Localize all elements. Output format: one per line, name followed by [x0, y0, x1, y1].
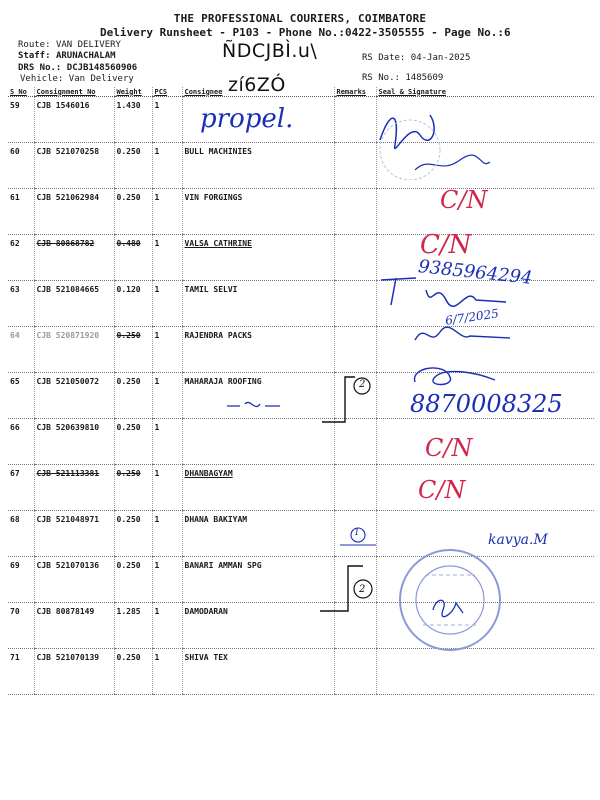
- signature-row66: [405, 362, 505, 392]
- row-consignee: MAHARAJA ROOFING: [182, 373, 334, 419]
- row-consignment-no: CJB 521048971: [34, 511, 114, 557]
- route-value: VAN DELIVERY: [55, 40, 121, 50]
- row-sno: 67: [8, 465, 34, 511]
- row-sno: 69: [8, 557, 34, 603]
- signature-row63: [376, 270, 526, 310]
- route-line: [18, 40, 121, 50]
- handwritten-phone-row63: 9385964294: [417, 256, 534, 289]
- row-sno: 59: [8, 97, 34, 143]
- table-row: [8, 419, 594, 465]
- row-pcs: 1: [152, 97, 182, 143]
- row-remarks: [334, 465, 376, 511]
- row-pcs: 1: [152, 649, 182, 695]
- row-weight: 0.250: [114, 557, 152, 603]
- table-row: [8, 465, 594, 511]
- row-weight: 1.430: [114, 97, 152, 143]
- row-consignment-no: CJB 521070139: [34, 649, 114, 695]
- col-pcs: PCS: [152, 87, 182, 97]
- row-consignment-no: CJB 521050072: [34, 373, 114, 419]
- rs-no-value: 1485609: [405, 73, 444, 83]
- row-weight: 0.250: [114, 373, 152, 419]
- row-consignee: TAMIL SELVI: [182, 281, 334, 327]
- row-weight: 0.250: [114, 189, 152, 235]
- runsheet-subtitle: Delivery Runsheet - P103 - Phone No.:0422-3505555 - Page No.:6: [100, 26, 511, 39]
- rs-date-label: RS Date:: [362, 53, 406, 63]
- row-signature: [376, 419, 594, 465]
- handwritten-propel: propel.: [200, 104, 294, 134]
- col-sno: S No: [8, 87, 34, 97]
- drs-line: [18, 63, 137, 73]
- table-row: [8, 603, 594, 649]
- col-consignee: Consignee: [182, 87, 334, 97]
- row-remarks: [334, 235, 376, 281]
- row-consignee: RAJENDRA PACKS: [182, 327, 334, 373]
- row-pcs: 1: [152, 373, 182, 419]
- overlay-code-line2: zí6ZÓ: [228, 74, 286, 96]
- row-consignment-no: CJB 80868782: [34, 235, 114, 281]
- row-consignment-no: CJB 1546016: [34, 97, 114, 143]
- row-remarks: [334, 327, 376, 373]
- row-sno: 70: [8, 603, 34, 649]
- row-pcs: 1: [152, 143, 182, 189]
- col-weight: Weight: [114, 87, 152, 97]
- row-sno: 60: [8, 143, 34, 189]
- row-signature: [376, 465, 594, 511]
- row-weight: 0.120: [114, 281, 152, 327]
- row-sno: 62: [8, 235, 34, 281]
- handwritten-name-row69: kavya.M: [488, 532, 548, 548]
- row-consignment-no: CJB 521113381: [34, 465, 114, 511]
- row-remarks: [334, 189, 376, 235]
- table-row: [8, 189, 594, 235]
- row-sno: 66: [8, 419, 34, 465]
- row-pcs: 1: [152, 281, 182, 327]
- row-sno: 68: [8, 511, 34, 557]
- row-consignment-no: CJB 521070258: [34, 143, 114, 189]
- rs-no-label: RS No.:: [362, 73, 400, 83]
- row-weight: 0.250: [114, 143, 152, 189]
- row-consignee: SHIVA TEX: [182, 649, 334, 695]
- remarks-bracket-row66: [320, 372, 380, 427]
- table-row: [8, 649, 594, 695]
- row-consignee: VIN FORGINGS: [182, 189, 334, 235]
- row-pcs: 1: [152, 419, 182, 465]
- circled-number-row70: 2: [359, 584, 366, 595]
- row-consignee: DAMODARAN: [182, 603, 334, 649]
- row-weight: 0.250: [114, 327, 152, 373]
- overlay-code-line1: ÑDCJBÌ.u\: [222, 40, 318, 62]
- row-pcs: 1: [152, 189, 182, 235]
- col-consignment: Consignment No: [34, 87, 114, 97]
- col-seal-signature: Seal & Signature: [376, 87, 594, 97]
- row-pcs: 1: [152, 327, 182, 373]
- signature-row71: [428, 595, 468, 619]
- row-remarks: [334, 281, 376, 327]
- table-row: [8, 557, 594, 603]
- row-consignment-no: CJB 521084665: [34, 281, 114, 327]
- circled-number-row66: 2: [359, 379, 366, 390]
- vehicle-label: Vehicle:: [20, 74, 64, 84]
- staff-value: ARUNACHALAM: [55, 51, 116, 61]
- row-weight: 0.250: [114, 511, 152, 557]
- drs-label: DRS No.:: [18, 63, 62, 73]
- staff-label: Staff:: [18, 51, 51, 61]
- row-consignee: [182, 419, 334, 465]
- row-consignee: VALSA CATHRINE: [182, 235, 334, 281]
- handwritten-cn-row67: C/N: [425, 434, 473, 462]
- row-consignment-no: CJB 520639810: [34, 419, 114, 465]
- vehicle-line: [20, 74, 134, 84]
- table-header-row: [8, 87, 594, 97]
- row-pcs: 1: [152, 235, 182, 281]
- row-consignment-no: CJB 521070136: [34, 557, 114, 603]
- row-consignment-no: CJB 520871920: [34, 327, 114, 373]
- handwritten-note-row64: 6/7/2025: [444, 306, 500, 328]
- company-title: THE PROFESSIONAL COURIERS, COIMBATORE: [173, 12, 427, 25]
- handwritten-cn-row68: C/N: [418, 476, 466, 504]
- handwritten-cn-row61: C/N: [440, 186, 488, 214]
- signature-row59: [370, 100, 520, 180]
- dash-mark-row66: [225, 396, 285, 416]
- rs-date-line: [362, 53, 470, 63]
- staff-line: [18, 51, 116, 61]
- row-weight: 0.480: [114, 235, 152, 281]
- handwritten-phone-row66: 8870008325: [410, 390, 563, 418]
- drs-value: DCJB148560906: [66, 63, 138, 73]
- row-weight: 0.250: [114, 465, 152, 511]
- row-sno: 63: [8, 281, 34, 327]
- row-consignee: BULL MACHINIES: [182, 143, 334, 189]
- row-consignee: DHANA BAKIYAM: [182, 511, 334, 557]
- route-label: Route:: [18, 40, 51, 50]
- row-remarks: [334, 649, 376, 695]
- row-consignee: DHANBAGYAM: [182, 465, 334, 511]
- row-pcs: 1: [152, 557, 182, 603]
- row-consignee: BANARI AMMAN SPG: [182, 557, 334, 603]
- vehicle-value: Van Delivery: [68, 74, 134, 84]
- row-consignment-no: CJB 80878149: [34, 603, 114, 649]
- col-remarks: Remarks: [334, 87, 376, 97]
- row-sno: 61: [8, 189, 34, 235]
- remarks-bracket-row70: [318, 556, 378, 616]
- row-pcs: 1: [152, 465, 182, 511]
- handwritten-cn-row62: C/N: [420, 230, 472, 260]
- row-sno: 64: [8, 327, 34, 373]
- rs-no-line: [362, 73, 443, 83]
- row-weight: 0.250: [114, 649, 152, 695]
- row-consignment-no: CJB 521062984: [34, 189, 114, 235]
- rs-date-value: 04-Jan-2025: [410, 53, 471, 63]
- circled-number-row69: 1: [354, 528, 360, 538]
- row-signature: [376, 649, 594, 695]
- row-weight: 1.285: [114, 603, 152, 649]
- row-pcs: 1: [152, 603, 182, 649]
- row-pcs: 1: [152, 511, 182, 557]
- signature-row64: [410, 322, 520, 348]
- row-weight: 0.250: [114, 419, 152, 465]
- row-sno: 71: [8, 649, 34, 695]
- row-sno: 65: [8, 373, 34, 419]
